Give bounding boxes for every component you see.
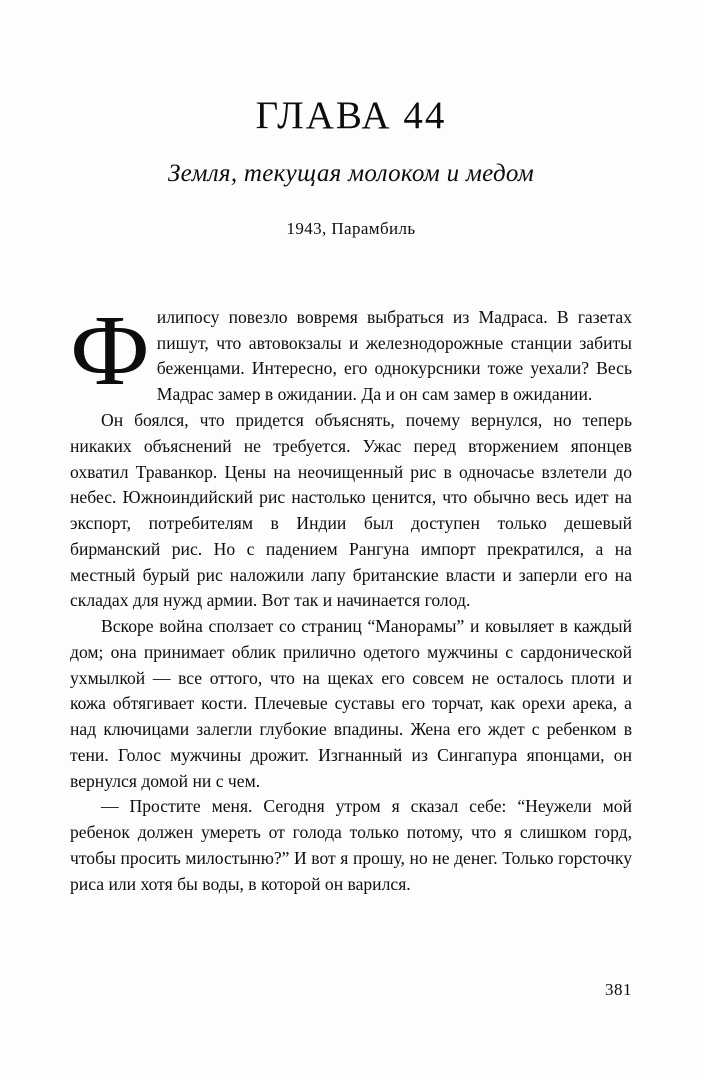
chapter-number: ГЛАВА 44 [255,94,447,137]
chapter-header [70,96,632,239]
paragraph: — Простите меня. Сегодня утром я сказал себе: “Неужели мой ребенок должен умереть от голода только потому, что я слишком горд, чтобы просить милостыню?” И вот я прошу, но не денег. Только горсточку риса или хотя бы воды, в которой он варился. [70,796,632,894]
page-number: 381 [605,980,632,999]
paragraph-text: илипосу повезло вовремя выбраться из Мадраса. В газетах пишут, что автовокзалы и железнодорожные станции забиты беженцами. Интересно, его однокурсники тоже уехали? Весь Мадрас замер в ожидании. Да и он сам замер в ожидании. [156,306,632,405]
paragraph: Вскоре война сползает со страниц “Манорамы” и ковыляет в каждый дом; она принимает облик прилично одетого мужчины с сардонической ухмылкой — все оттого, что на щеках его совсем не осталось плоти и кожа обтягивает кости. Плечевые суставы его торчат, как орехи арека, а над ключицами залегли глубокие впадины. Жена его ждет с ребенком в тени. Голос мужчины дрожит. Изгнанный из Сингапура японцами, он вернулся домой ни с чем. [70,616,632,791]
drop-cap: Ф [70,293,150,406]
body-text [70,293,632,898]
chapter-meta: 1943, Парамбиль [286,218,416,238]
paragraph [70,293,632,408]
paragraph: Он боялся, что придется объяснять, почему вернулся, но теперь никаких объяснений не требуется. Ужас перед вторжением японцев охватил Траванкор. Цены на неочищенный рис в одночасье взлетели до небес. Южноиндийский рис настолько ценится, что обычно весь идет на экспорт, потребителям в Индии был доступен только дешевый бирманский рис. Но с падением Рангуна импорт прекратился, а на местный бурый рис наложили лапу британские власти и заперли его на складах для нужд армии. Вот так и начинается голод. [70,410,632,611]
page-content [70,0,632,1080]
chapter-title: Земля, текущая молоком и медом [168,159,534,187]
